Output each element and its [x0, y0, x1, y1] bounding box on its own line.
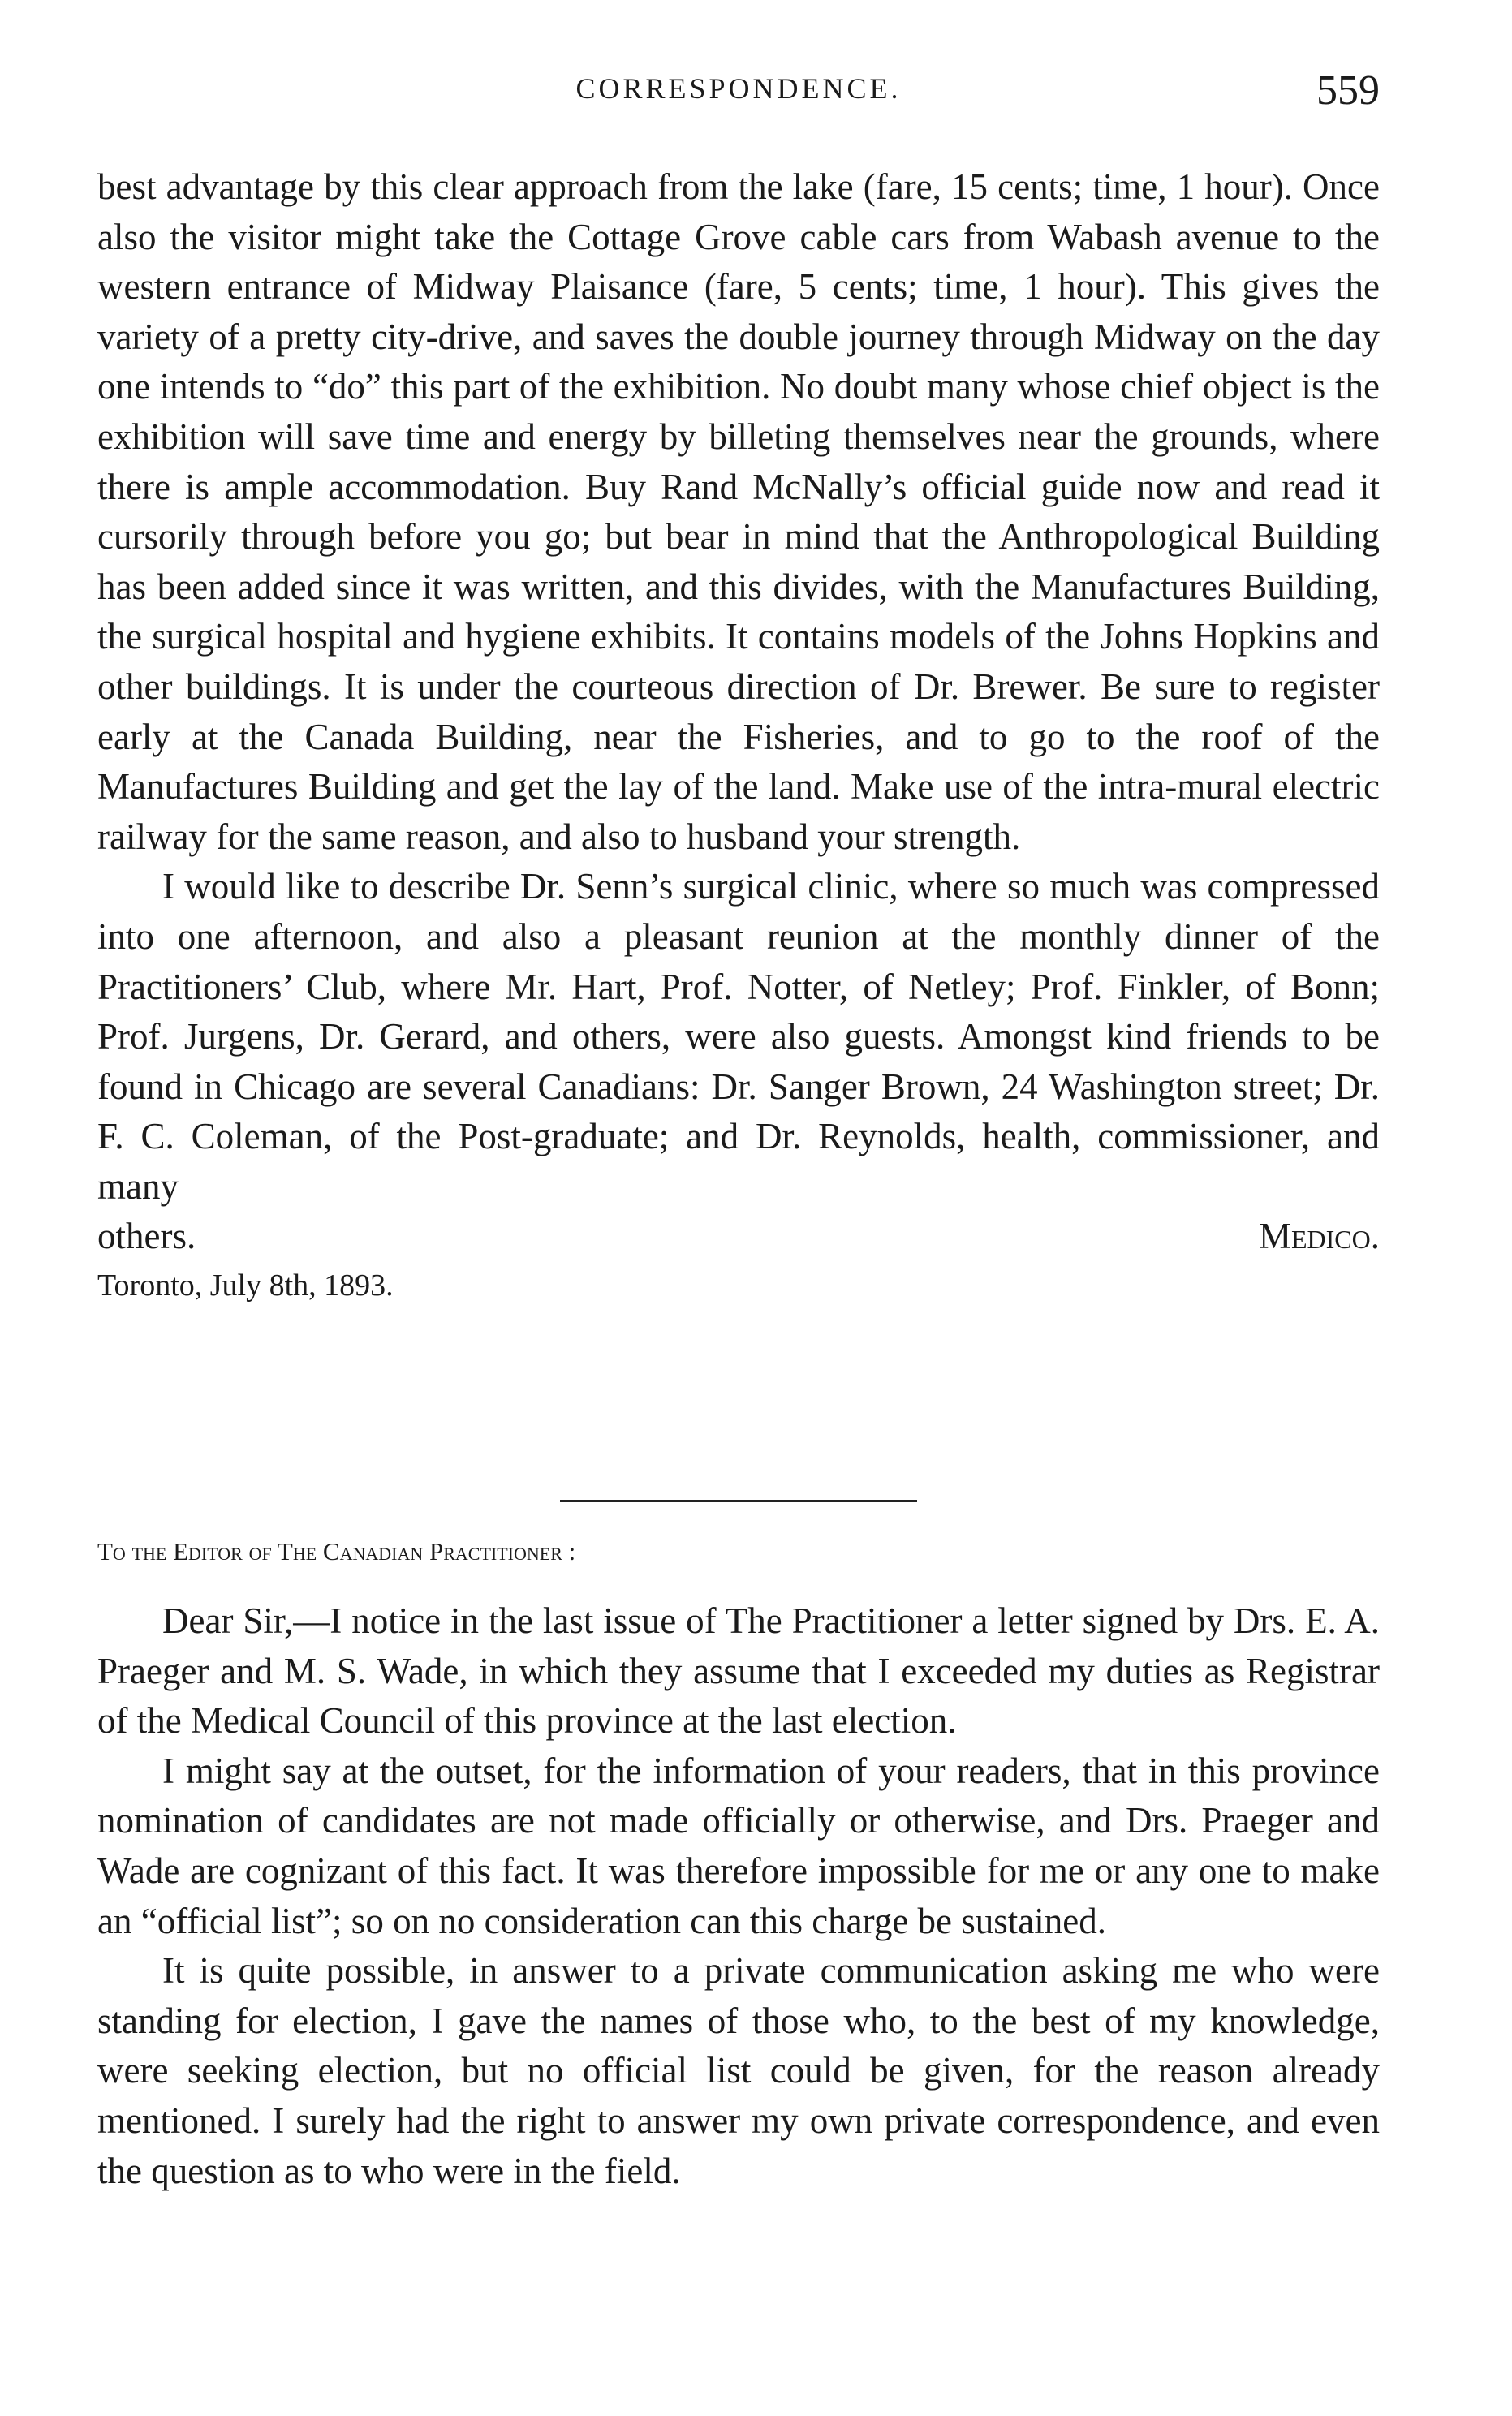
paragraph: Dear Sir,—I notice in the last issue of The Practitioner a letter signed by Drs. E. A. Praeger and M. S. Wade, in which they assume that I exceeded my duties as Registrar of the Medical Council of this province at the last election.: [97, 1600, 1380, 1742]
paragraph: It is quite possible, in answer to a private communication asking me who were standing for election, I gave the names of those who, to the best of my knowledge, were seeking election, but no official list could be given, for the reason already mentioned. I surely had the right to answer my own private correspondence, and even the question as to who were in the field.: [97, 1950, 1380, 2191]
editor-salutation: To the Editor of The Canadian Practitioner :: [97, 1537, 576, 1565]
letter-registrar: [97, 1596, 1380, 2196]
signoff-line: [97, 1212, 1380, 1262]
paragraph: best advantage by this clear approach from the lake (fare, 15 cents; time, 1 hour). Once also the visitor might take the Cottage Grove cable cars from Wabash avenue to the western entrance of Midway Plaisance (fare, 5 cents; time, 1 hour). This gives the variety of a pretty city-drive, and saves the double journey through Midway on the day one intends to “do” this part of the exhibition. No doubt many whose chief object is the exhibition will save time and energy by billeting themselves near the grounds, where there is ample accommodation. Buy Rand McNally’s official guide now and read it cursorily through before you go; but bear in mind that the Anthropological Building has been added since it was written, and this divides, with the Manufactures Building, the surgical hospital and hygiene exhibits. It contains models of the Johns Hopkins and other buildings. It is under the courteous direction of Dr. Brewer. Be sure to register early at the Canada Building, near the Fisheries, and to go to the roof of the Manufactures Building and get the lay of the land. Make use of the intra-mural electric railway for the same reason, and also to husband your strength.: [97, 166, 1380, 857]
running-head: CORRESPONDENCE.: [575, 72, 902, 105]
paragraph: I might say at the outset, for the information of your readers, that in this province nomination of candidates are not made officially or otherwise, and Drs. Praeger and Wade are cognizant of this fact. It was therefore impossible for me or any one to make an “official list”; so on no consideration can this charge be sustained.: [97, 1750, 1380, 1941]
paragraph: I would like to describe Dr. Senn’s surgical clinic, where so much was compressed into one afternoon, and also a pleasant reunion at the monthly dinner of the Practitioners’ Club, where Mr. Hart, Prof. Notter, of Netley; Prof. Finkler, of Bonn; Prof. Jurgens, Dr. Gerard, and others, were also guests. Amongst kind friends to be found in Chicago are several Canadians: Dr. Sanger Brown, 24 Washington street; Dr. F. C. Coleman, of the Post-graduate; and Dr. Reynolds, health, commissioner, and many: [97, 866, 1380, 1207]
section-divider: [560, 1500, 917, 1502]
signature: Medico.: [1258, 1216, 1380, 1257]
letter-medico: [97, 162, 1380, 1309]
page-number: 559: [1316, 67, 1380, 114]
dateline: Toronto, July 8th, 1893.: [97, 1268, 394, 1303]
closing-text: others.: [97, 1216, 196, 1257]
page-header: [97, 67, 1380, 136]
